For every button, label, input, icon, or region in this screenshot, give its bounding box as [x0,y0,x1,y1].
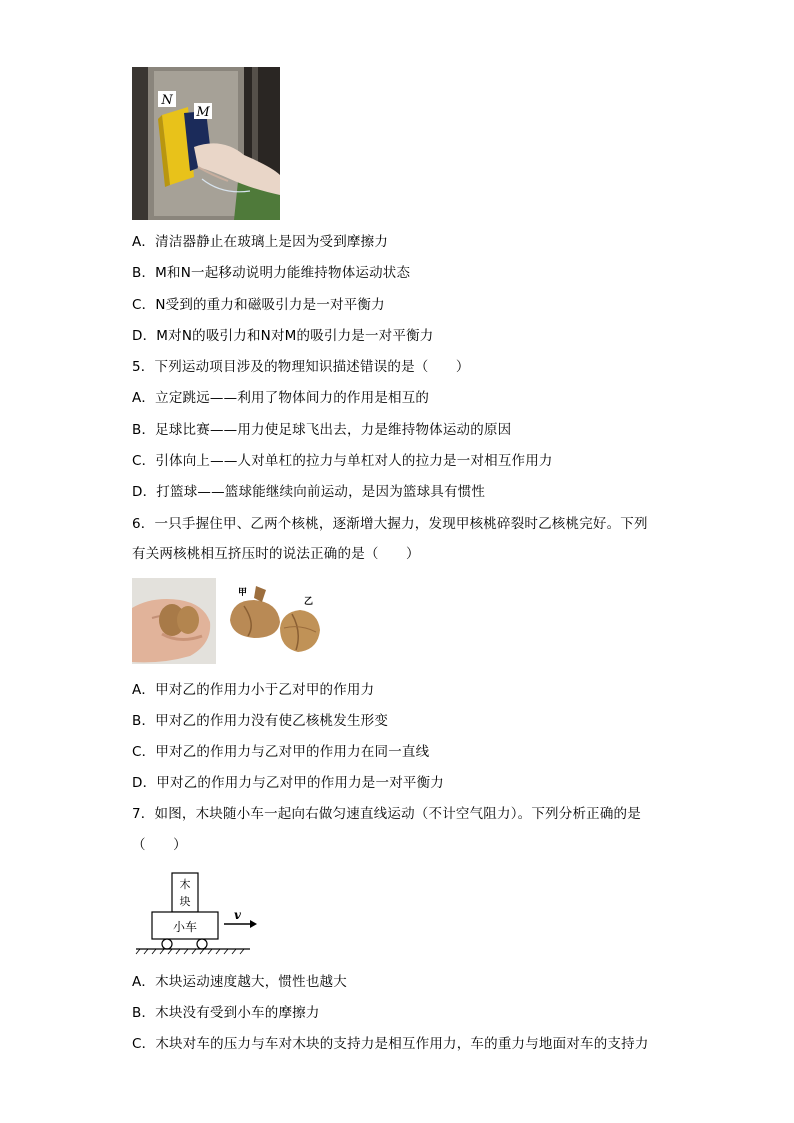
walnut-photo [132,578,330,664]
velocity-label: v [234,908,241,922]
q4-option-b: B．M和N一起移动说明力能维持物体运动状态 [132,265,411,281]
q7-option-a: A．木块运动速度越大，惯性也越大 [132,974,347,990]
label-jia: 甲 [238,588,248,598]
q6-stem-line2: 有关两核桃相互挤压时的说法正确的是（ ） [132,546,420,562]
q5-option-c: C．引体向上——人对单杠的拉力与单杠对人的拉力是一对相互作用力 [132,453,553,469]
q7-stem-line2: （ ） [132,837,187,853]
q6-option-a: A．甲对乙的作用力小于乙对甲的作用力 [132,682,375,698]
q5-option-a: A．立定跳远——利用了物体间力的作用是相互的 [132,390,430,406]
cart-label: 小车 [172,920,198,934]
q7-stem-line1: 7．如图，木块随小车一起向右做匀速直线运动（不计空气阻力）。下列分析正确的是 [132,806,641,822]
q5-option-d: D．打篮球——篮球能继续向前运动，是因为篮球具有惯性 [132,484,486,500]
q6-option-d: D．甲对乙的作用力与乙对甲的作用力是一对平衡力 [132,775,444,791]
q5-option-b: B．足球比赛——用力使足球飞出去，力是维持物体运动的原因 [132,422,512,438]
q6-option-b: B．甲对乙的作用力没有使乙核桃发生形变 [132,713,389,729]
q7-option-b: B．木块没有受到小车的摩擦力 [132,1005,320,1021]
label-m: M [196,105,210,120]
q7-option-c: C．木块对车的压力与车对木块的支持力是相互作用力，车的重力与地面对车的支持力 [132,1036,649,1052]
window-cleaner-photo [132,67,280,220]
q6-option-c: C．甲对乙的作用力与乙对甲的作用力在同一直线 [132,744,430,760]
q4-option-c: C．N受到的重力和磁吸引力是一对平衡力 [132,297,385,313]
label-n: N [161,93,173,108]
q4-option-d: D．M对N的吸引力和N对M的吸引力是一对平衡力 [132,328,434,344]
block-label-top: 木 [179,878,191,891]
block-label-bottom: 块 [179,895,191,908]
velocity-arrowhead [250,920,257,928]
q5-stem: 5．下列运动项目涉及的物理知识描述错误的是（ ） [132,359,470,375]
cart-wheel-left [162,939,172,949]
block-cart-diagram [132,870,262,955]
q6-stem-line1: 6．一只手握住甲、乙两个核桃，逐渐增大握力，发现甲核桃碎裂时乙核桃完好。下列 [132,516,648,532]
q4-option-a: A．清洁器静止在玻璃上是因为受到摩擦力 [132,234,389,250]
ground-hatch [136,949,244,954]
cart-wheel-right [197,939,207,949]
label-yi: 乙 [304,597,314,607]
